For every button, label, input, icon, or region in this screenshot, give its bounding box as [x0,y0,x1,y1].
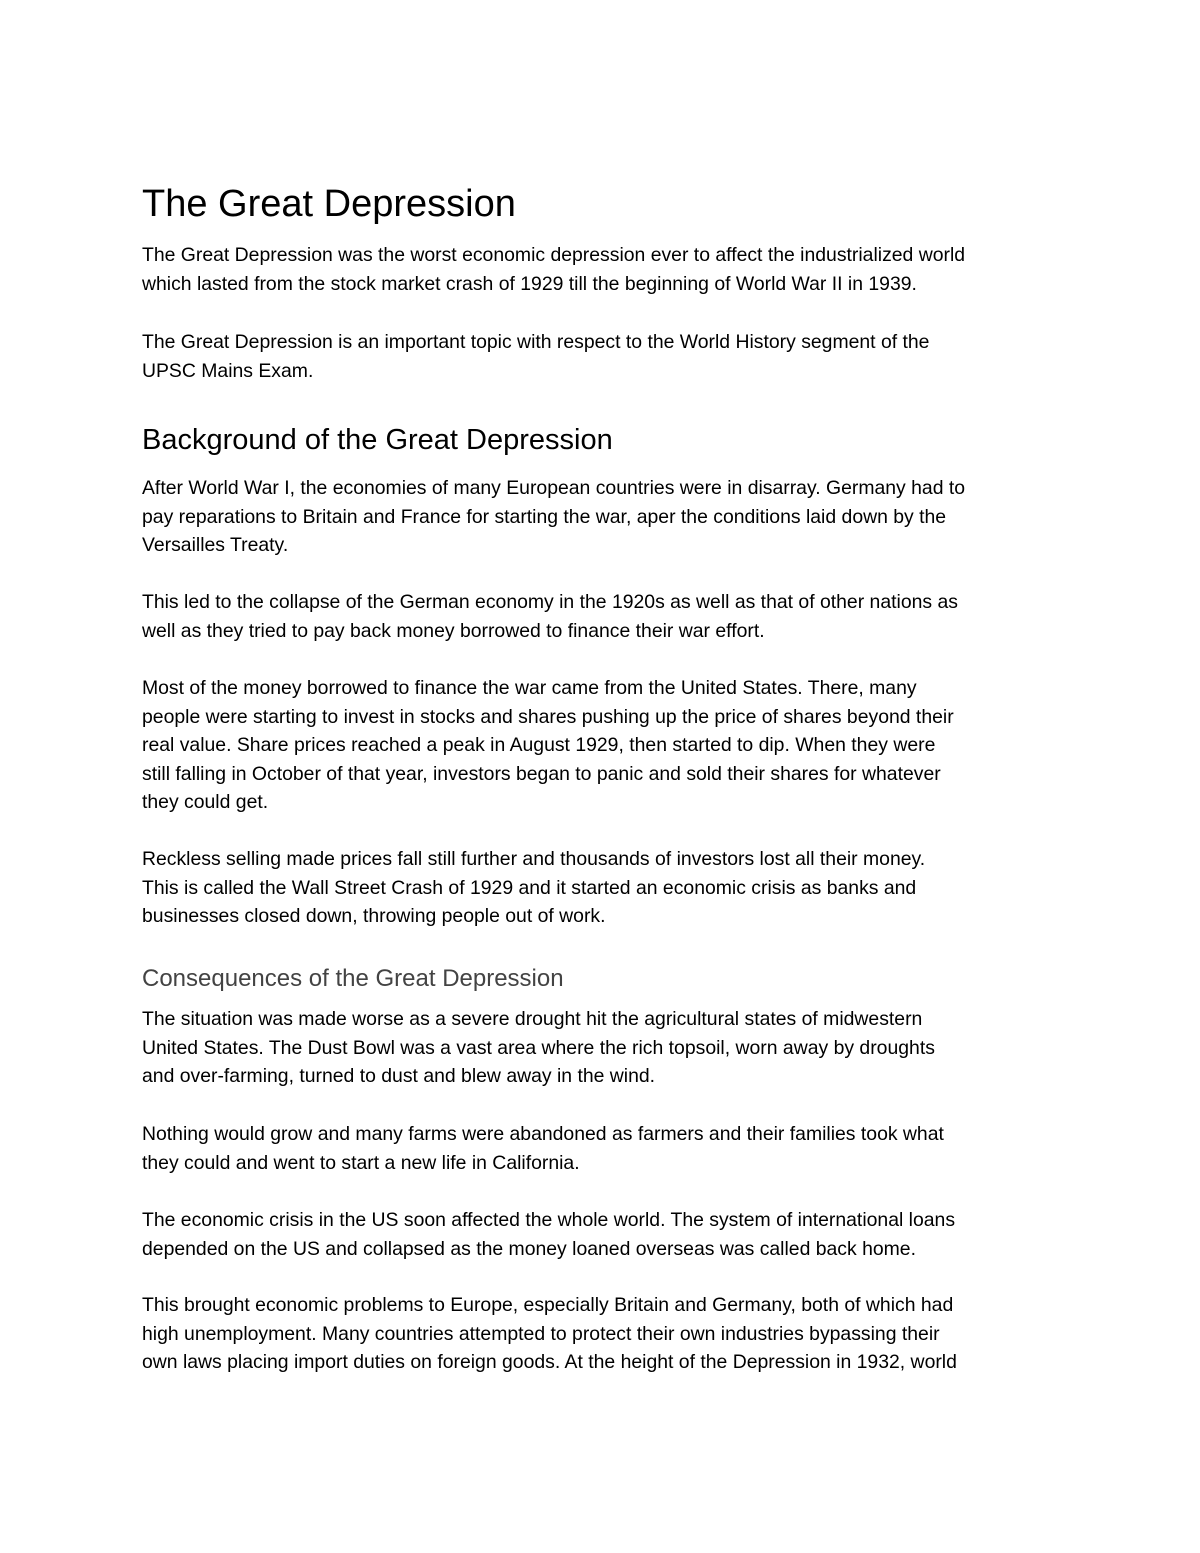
text-line: they could get. [142,791,269,814]
consequences-paragraph-3 [142,1206,1062,1263]
text-line: well as they tried to pay back money borrowed to finance their war effort. [142,619,765,642]
text-line: The situation was made worse as a severe drought hit the agricultural states of midwestern [142,1008,923,1030]
consequences-paragraph-1 [142,1005,1062,1091]
text-line: and over-farming, turned to dust and blew away in the wind. [142,1065,656,1088]
consequences-heading: Consequences of the Great Depression [142,965,564,992]
text-line: United States. The Dust Bowl was a vast area where the rich topsoil, worn away by droughts [142,1036,935,1059]
text-line: Nothing would grow and many farms were abandoned as farmers and their families took what [142,1123,944,1145]
text-line: UPSC Mains Exam. [142,359,314,382]
text-line: Most of the money borrowed to finance the war came from the United States. There, many [142,677,917,699]
text-line: This is called the Wall Street Crash of 1929 and it started an economic crisis as banks and [142,876,917,899]
text-line: This brought economic problems to Europe, especially Britain and Germany, both of which had [142,1294,954,1316]
text-line: After World War I, the economies of many European countries were in disarray. Germany had to [142,477,966,499]
text-line: Reckless selling made prices fall still further and thousands of investors lost all their money. [142,848,926,870]
text-line: which lasted from the stock market crash of 1929 till the beginning of World War II in 1939. [142,272,917,295]
background-paragraph-4 [142,845,1062,931]
background-paragraph-3 [142,674,1062,817]
background-paragraph-1 [142,474,1062,560]
background-paragraph-2 [142,588,1062,645]
text-line: pay reparations to Britain and France for starting the war, aper the conditions laid down by the [142,505,947,528]
intro-paragraph-1 [142,241,1062,298]
text-line: they could and went to start a new life in California. [142,1151,580,1174]
text-line: people were starting to invest in stocks and shares pushing up the price of shares beyond their [142,705,954,728]
text-line: The economic crisis in the US soon affected the whole world. The system of international loans [142,1209,956,1231]
text-line: own laws placing import duties on foreign goods. At the height of the Depression in 1932, world [142,1351,957,1374]
text-line: high unemployment. Many countries attempted to protect their own industries bypassing their [142,1322,940,1345]
text-line: The Great Depression was the worst economic depression ever to affect the industrialized world [142,244,966,266]
consequences-paragraph-4 [142,1291,1062,1377]
intro-paragraph-2 [142,328,1062,385]
text-line: The Great Depression is an important topic with respect to the World History segment of the [142,331,930,353]
background-heading: Background of the Great Depression [142,424,613,456]
text-line: businesses closed down, throwing people out of work. [142,905,606,928]
text-line: Versailles Treaty. [142,534,289,557]
text-line: still falling in October of that year, investors began to panic and sold their shares for whatever [142,762,941,785]
document-title: The Great Depression [142,183,516,225]
consequences-paragraph-2 [142,1120,1062,1177]
text-line: This led to the collapse of the German economy in the 1920s as well as that of other nations as [142,591,958,613]
text-line: real value. Share prices reached a peak in August 1929, then started to dip. When they were [142,734,936,757]
text-line: depended on the US and collapsed as the money loaned overseas was called back home. [142,1237,916,1260]
